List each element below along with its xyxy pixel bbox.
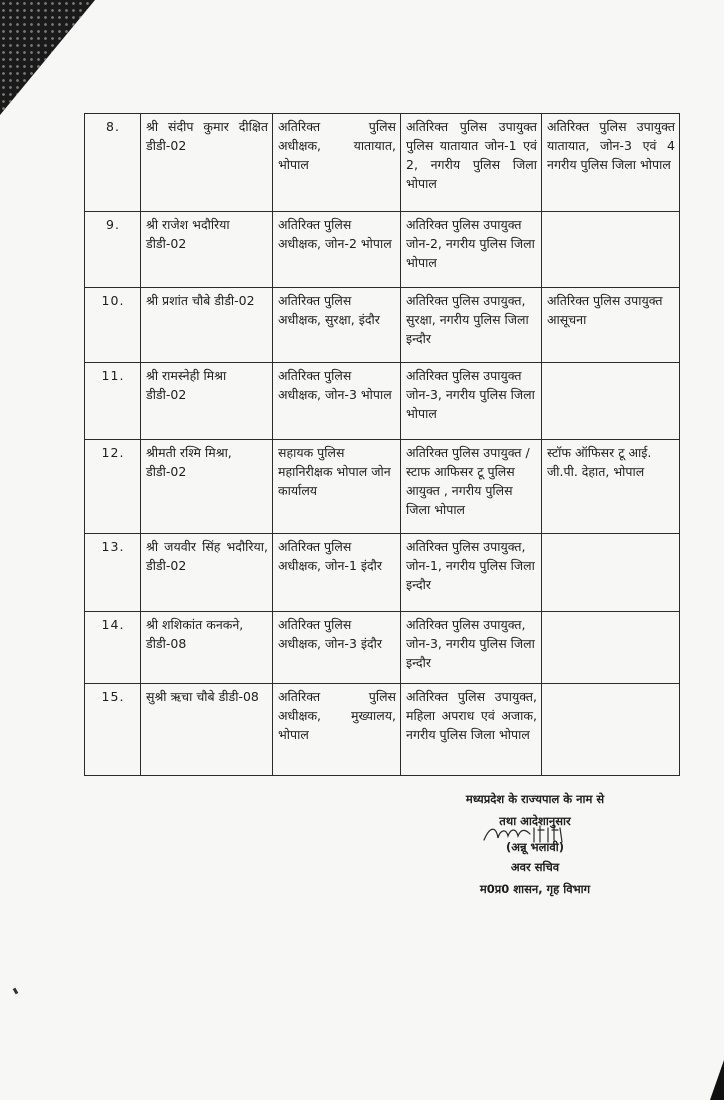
- order-line: तथा आदेशानुसार: [499, 814, 571, 828]
- officer-name: श्री जयवीर सिंह भदौरिया, डीडी-02: [141, 534, 273, 612]
- current-posting: अतिरिक्त पुलिस अधीक्षक, मुख्यालय, भोपाल: [273, 684, 401, 776]
- additional-charge: [542, 212, 680, 288]
- additional-charge: [542, 684, 680, 776]
- serial-number: 12.: [85, 440, 141, 534]
- officer-name: सुश्री ऋचा चौबे डीडी-08: [141, 684, 273, 776]
- photo-corner-shadow: [0, 0, 95, 115]
- table-row: [85, 440, 680, 534]
- new-posting: अतिरिक्त पुलिस उपायुक्त पुलिस यातायात जोन-1 एवं 2, नगरीय पुलिस जिला भोपाल: [401, 114, 542, 212]
- authority-line: मध्यप्रदेश के राज्यपाल के नाम से: [465, 792, 605, 806]
- officer-name: श्री रामस्नेही मिश्रा डीडी-02: [141, 363, 273, 440]
- serial-number: 11.: [85, 363, 141, 440]
- new-posting: अतिरिक्त पुलिस उपायुक्त, जोन-1, नगरीय पुलिस जिला इन्दौर: [401, 534, 542, 612]
- officer-name: श्री राजेश भदौरिया डीडी-02: [141, 212, 273, 288]
- signatory-name: (अन्नू भलावी): [505, 840, 565, 854]
- additional-charge: [542, 534, 680, 612]
- officer-name: श्री शशिकांत कनकने, डीडी-08: [141, 612, 273, 684]
- additional-charge: अतिरिक्त पुलिस उपायुक्त यातायात, जोन-3 एवं 4 नगरीय पुलिस जिला भोपाल: [542, 114, 680, 212]
- table-row: [85, 288, 680, 363]
- signature-area: [410, 832, 660, 856]
- serial-number: 13.: [85, 534, 141, 612]
- current-posting: अतिरिक्त पुलिस अधीक्षक, जोन-2 भोपाल: [273, 212, 401, 288]
- signatory-designation: अवर सचिव: [510, 860, 560, 874]
- current-posting: अतिरिक्त पुलिस अधीक्षक, यातायात, भोपाल: [273, 114, 401, 212]
- table-row: [85, 684, 680, 776]
- photo-corner-shadow-bottom: [710, 1060, 724, 1100]
- additional-charge: [542, 612, 680, 684]
- additional-charge: स्टॉफ ऑफिसर टू आई. जी.पी. देहात, भोपाल: [542, 440, 680, 534]
- officer-name: श्री प्रशांत चौबे डीडी-02: [141, 288, 273, 363]
- stray-mark: [13, 988, 19, 995]
- new-posting: अतिरिक्त पुलिस उपायुक्त जोन-2, नगरीय पुलिस जिला भोपाल: [401, 212, 542, 288]
- serial-number: 10.: [85, 288, 141, 363]
- additional-charge: अतिरिक्त पुलिस उपायुक्त आसूचना: [542, 288, 680, 363]
- current-posting: अतिरिक्त पुलिस अधीक्षक, जोन-1 इंदौर: [273, 534, 401, 612]
- officer-name: श्रीमती रश्मि मिश्रा, डीडी-02: [141, 440, 273, 534]
- new-posting: अतिरिक्त पुलिस उपायुक्त, महिला अपराध एवं अजाक, नगरीय पुलिस जिला भोपाल: [401, 684, 542, 776]
- additional-charge: [542, 363, 680, 440]
- serial-number: 15.: [85, 684, 141, 776]
- officer-name: श्री संदीप कुमार दीक्षित डीडी-02: [141, 114, 273, 212]
- new-posting: अतिरिक्त पुलिस उपायुक्त, सुरक्षा, नगरीय पुलिस जिला इन्दौर: [401, 288, 542, 363]
- serial-number: 8.: [85, 114, 141, 212]
- transfer-orders-table: [84, 113, 680, 776]
- current-posting: अतिरिक्त पुलिस अधीक्षक, जोन-3 इंदौर: [273, 612, 401, 684]
- new-posting: अतिरिक्त पुलिस उपायुक्त /स्टाफ आफिसर टू पुलिस आयुक्त , नगरीय पुलिस जिला भोपाल: [401, 440, 542, 534]
- serial-number: 14.: [85, 612, 141, 684]
- new-posting: अतिरिक्त पुलिस उपायुक्त जोन-3, नगरीय पुलिस जिला भोपाल: [401, 363, 542, 440]
- table-row: [85, 363, 680, 440]
- current-posting: अतिरिक्त पुलिस अधीक्षक, सुरक्षा, इंदौर: [273, 288, 401, 363]
- signature-block: [410, 788, 660, 900]
- table-row: [85, 612, 680, 684]
- current-posting: अतिरिक्त पुलिस अधीक्षक, जोन-3 भोपाल: [273, 363, 401, 440]
- table-row: [85, 534, 680, 612]
- table-row: [85, 212, 680, 288]
- table-row: [85, 114, 680, 212]
- department-line: म0प्र0 शासन, गृह विभाग: [479, 882, 591, 896]
- current-posting: सहायक पुलिस महानिरीक्षक भोपाल जोन कार्यालय: [273, 440, 401, 534]
- new-posting: अतिरिक्त पुलिस उपायुक्त, जोन-3, नगरीय पुलिस जिला इन्दौर: [401, 612, 542, 684]
- serial-number: 9.: [85, 212, 141, 288]
